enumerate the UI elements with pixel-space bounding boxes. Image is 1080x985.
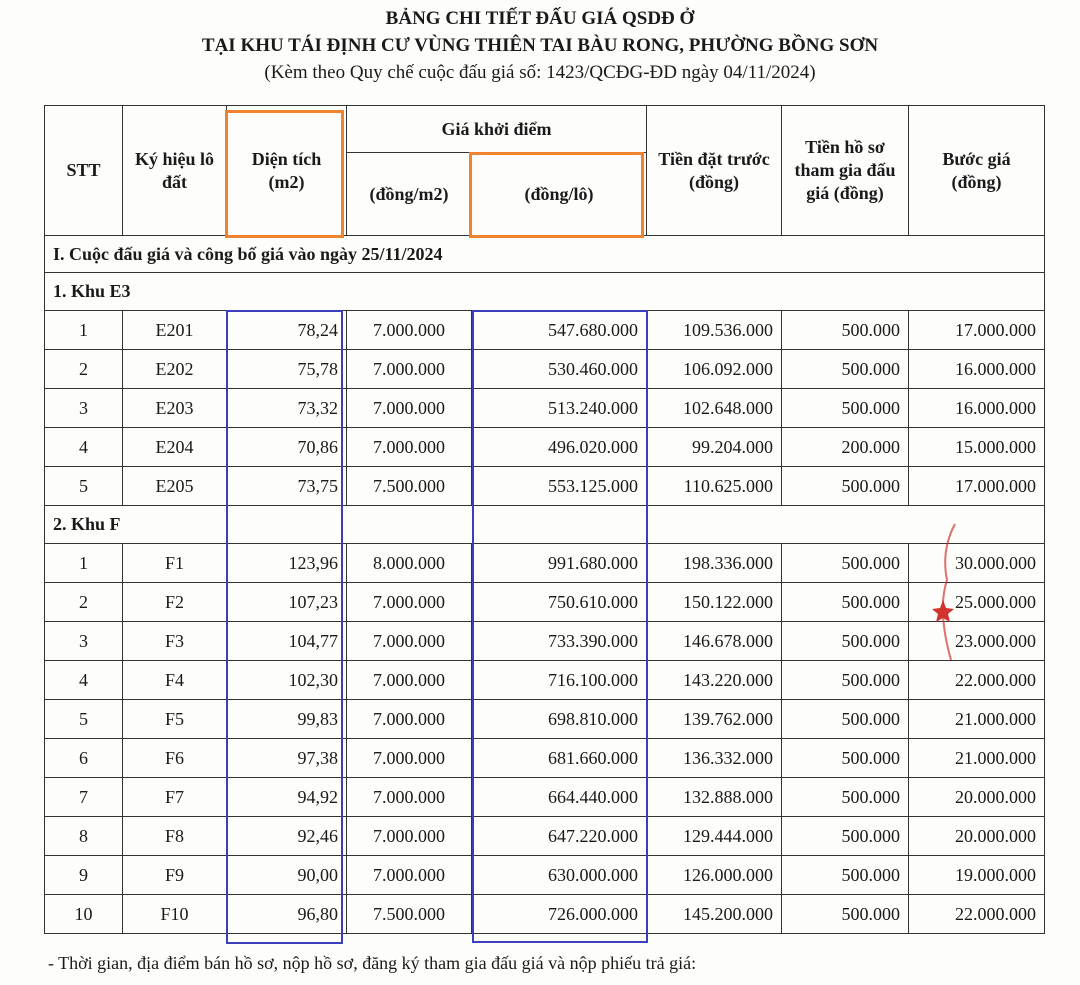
cell-dat-truoc: 126.000.000 [647, 856, 782, 895]
cell-dat-truoc: 146.678.000 [647, 622, 782, 661]
doc-title-line1: BẢNG CHI TIẾT ĐẤU GIÁ QSDĐ Ở [385, 8, 695, 29]
cell-gia-m2: 7.000.000 [347, 350, 472, 389]
cell-buoc-gia: 15.000.000 [909, 428, 1045, 467]
cell-ky-hieu: F3 [123, 622, 227, 661]
group-title-e3: 1. Khu E3 [45, 273, 1045, 311]
cell-dien-tich: 107,23 [227, 583, 347, 622]
cell-ho-so: 500.000 [782, 544, 909, 583]
highlight-price-values [472, 310, 648, 943]
cell-buoc-gia: 20.000.000 [909, 778, 1045, 817]
cell-dat-truoc: 132.888.000 [647, 778, 782, 817]
cell-gia-lo: 726.000.000 [472, 895, 647, 934]
cell-ho-so: 500.000 [782, 817, 909, 856]
cell-dat-truoc: 143.220.000 [647, 661, 782, 700]
cell-gia-m2: 7.000.000 [347, 428, 472, 467]
highlight-area-values [226, 310, 343, 944]
cell-stt: 6 [45, 739, 123, 778]
cell-ky-hieu: F8 [123, 817, 227, 856]
cell-ho-so: 500.000 [782, 895, 909, 934]
cell-ho-so: 200.000 [782, 428, 909, 467]
doc-title-line2: TẠI KHU TÁI ĐỊNH CƯ VÙNG THIÊN TAI BÀU RONG, PHƯỜNG BỒNG SƠN [201, 35, 879, 56]
cell-ky-hieu: F9 [123, 856, 227, 895]
cell-gia-lo: 553.125.000 [472, 467, 647, 506]
cell-dien-tich: 92,46 [227, 817, 347, 856]
cell-gia-lo: 630.000.000 [472, 856, 647, 895]
cell-gia-m2: 7.000.000 [347, 661, 472, 700]
cell-ky-hieu: E205 [123, 467, 227, 506]
cell-ho-so: 500.000 [782, 622, 909, 661]
cell-buoc-gia: 30.000.000 [909, 544, 1045, 583]
cell-ky-hieu: F5 [123, 700, 227, 739]
col-ky-hieu: Ký hiệu lô đất [123, 106, 227, 236]
col-gia-khoi-diem: Giá khởi điểm [347, 106, 647, 153]
cell-gia-m2: 8.000.000 [347, 544, 472, 583]
cell-dien-tich: 94,92 [227, 778, 347, 817]
cell-gia-m2: 7.000.000 [347, 856, 472, 895]
cell-ho-so: 500.000 [782, 389, 909, 428]
cell-dien-tich: 73,32 [227, 389, 347, 428]
col-stt: STT [45, 106, 123, 236]
cell-stt: 9 [45, 856, 123, 895]
cell-buoc-gia: 21.000.000 [909, 739, 1045, 778]
cell-gia-lo: 750.610.000 [472, 583, 647, 622]
highlight-area-column [225, 110, 344, 238]
cell-dat-truoc: 99.204.000 [647, 428, 782, 467]
cell-gia-m2: 7.000.000 [347, 778, 472, 817]
cell-dat-truoc: 150.122.000 [647, 583, 782, 622]
cell-ky-hieu: E204 [123, 428, 227, 467]
cell-gia-lo: 513.240.000 [472, 389, 647, 428]
cell-gia-lo: 681.660.000 [472, 739, 647, 778]
cell-dien-tich: 97,38 [227, 739, 347, 778]
cell-ky-hieu: E203 [123, 389, 227, 428]
cell-buoc-gia: 25.000.000 [909, 583, 1045, 622]
col-buoc-gia: Bước giá (đồng) [909, 106, 1045, 236]
cell-ky-hieu: F2 [123, 583, 227, 622]
red-seal-stamp [927, 520, 961, 670]
cell-buoc-gia: 22.000.000 [909, 895, 1045, 934]
cell-stt: 5 [45, 700, 123, 739]
cell-buoc-gia: 17.000.000 [909, 311, 1045, 350]
cell-buoc-gia: 19.000.000 [909, 856, 1045, 895]
col-tien-ho-so: Tiền hồ sơ tham gia đấu giá (đồng) [782, 106, 909, 236]
cell-gia-lo: 664.440.000 [472, 778, 647, 817]
doc-subtitle: (Kèm theo Quy chế cuộc đấu giá số: 1423/QCĐG-ĐD ngày 04/11/2024) [264, 62, 816, 83]
cell-dat-truoc: 109.536.000 [647, 311, 782, 350]
cell-ky-hieu: E201 [123, 311, 227, 350]
cell-gia-m2: 7.500.000 [347, 467, 472, 506]
cell-dat-truoc: 145.200.000 [647, 895, 782, 934]
cell-ho-so: 500.000 [782, 350, 909, 389]
cell-dien-tich: 75,78 [227, 350, 347, 389]
col-dong-m2: (đồng/m2) [347, 153, 472, 236]
cell-buoc-gia: 17.000.000 [909, 467, 1045, 506]
cell-buoc-gia: 20.000.000 [909, 817, 1045, 856]
cell-dat-truoc: 106.092.000 [647, 350, 782, 389]
cell-buoc-gia: 21.000.000 [909, 700, 1045, 739]
cell-ho-so: 500.000 [782, 467, 909, 506]
cell-gia-lo: 647.220.000 [472, 817, 647, 856]
cell-dat-truoc: 129.444.000 [647, 817, 782, 856]
cell-dien-tich: 123,96 [227, 544, 347, 583]
col-dien-tich: Diện tích (m2) [227, 106, 347, 236]
cell-stt: 2 [45, 583, 123, 622]
cell-gia-m2: 7.000.000 [347, 311, 472, 350]
cell-stt: 5 [45, 467, 123, 506]
cell-ky-hieu: F10 [123, 895, 227, 934]
col-dong-lo: (đồng/lô) [472, 153, 647, 236]
cell-dien-tich: 102,30 [227, 661, 347, 700]
cell-ky-hieu: F7 [123, 778, 227, 817]
cell-gia-m2: 7.000.000 [347, 583, 472, 622]
cell-ho-so: 500.000 [782, 661, 909, 700]
section-title: I. Cuộc đấu giá và công bố giá vào ngày 25/11/2024 [45, 236, 1045, 273]
cell-ho-so: 500.000 [782, 739, 909, 778]
cell-gia-m2: 7.000.000 [347, 622, 472, 661]
cell-dien-tich: 96,80 [227, 895, 347, 934]
cell-ho-so: 500.000 [782, 583, 909, 622]
cell-stt: 10 [45, 895, 123, 934]
cell-gia-lo: 991.680.000 [472, 544, 647, 583]
cell-gia-lo: 496.020.000 [472, 428, 647, 467]
cell-ky-hieu: F4 [123, 661, 227, 700]
cell-dien-tich: 90,00 [227, 856, 347, 895]
cell-ho-so: 500.000 [782, 778, 909, 817]
cell-ho-so: 500.000 [782, 311, 909, 350]
cell-buoc-gia: 16.000.000 [909, 350, 1045, 389]
cell-gia-lo: 733.390.000 [472, 622, 647, 661]
cell-dien-tich: 99,83 [227, 700, 347, 739]
cell-gia-lo: 547.680.000 [472, 311, 647, 350]
cell-stt: 7 [45, 778, 123, 817]
cell-stt: 1 [45, 544, 123, 583]
cell-gia-lo: 698.810.000 [472, 700, 647, 739]
footer-note: - Thời gian, địa điểm bán hồ sơ, nộp hồ sơ, đăng ký tham gia đấu giá và nộp phiếu trả giá: [48, 953, 697, 973]
col-tien-dat-truoc: Tiền đặt trước (đồng) [647, 106, 782, 236]
cell-stt: 3 [45, 622, 123, 661]
cell-ky-hieu: E202 [123, 350, 227, 389]
cell-dien-tich: 73,75 [227, 467, 347, 506]
cell-gia-m2: 7.000.000 [347, 739, 472, 778]
cell-buoc-gia: 22.000.000 [909, 661, 1045, 700]
cell-gia-m2: 7.000.000 [347, 817, 472, 856]
cell-buoc-gia: 16.000.000 [909, 389, 1045, 428]
group-title-f: 2. Khu F [45, 506, 1045, 544]
cell-dien-tich: 70,86 [227, 428, 347, 467]
cell-ky-hieu: F6 [123, 739, 227, 778]
cell-dat-truoc: 102.648.000 [647, 389, 782, 428]
highlight-price-per-lot-header [469, 152, 644, 238]
cell-ky-hieu: F1 [123, 544, 227, 583]
cell-gia-lo: 716.100.000 [472, 661, 647, 700]
cell-buoc-gia: 23.000.000 [909, 622, 1045, 661]
cell-gia-m2: 7.000.000 [347, 389, 472, 428]
cell-stt: 8 [45, 817, 123, 856]
cell-dat-truoc: 110.625.000 [647, 467, 782, 506]
cell-ho-so: 500.000 [782, 700, 909, 739]
cell-stt: 4 [45, 661, 123, 700]
cell-stt: 1 [45, 311, 123, 350]
cell-dat-truoc: 136.332.000 [647, 739, 782, 778]
cell-stt: 4 [45, 428, 123, 467]
cell-dien-tich: 78,24 [227, 311, 347, 350]
cell-dat-truoc: 139.762.000 [647, 700, 782, 739]
cell-gia-m2: 7.500.000 [347, 895, 472, 934]
cell-stt: 2 [45, 350, 123, 389]
cell-dat-truoc: 198.336.000 [647, 544, 782, 583]
cell-gia-m2: 7.000.000 [347, 700, 472, 739]
cell-dien-tich: 104,77 [227, 622, 347, 661]
cell-stt: 3 [45, 389, 123, 428]
cell-ho-so: 500.000 [782, 856, 909, 895]
cell-gia-lo: 530.460.000 [472, 350, 647, 389]
